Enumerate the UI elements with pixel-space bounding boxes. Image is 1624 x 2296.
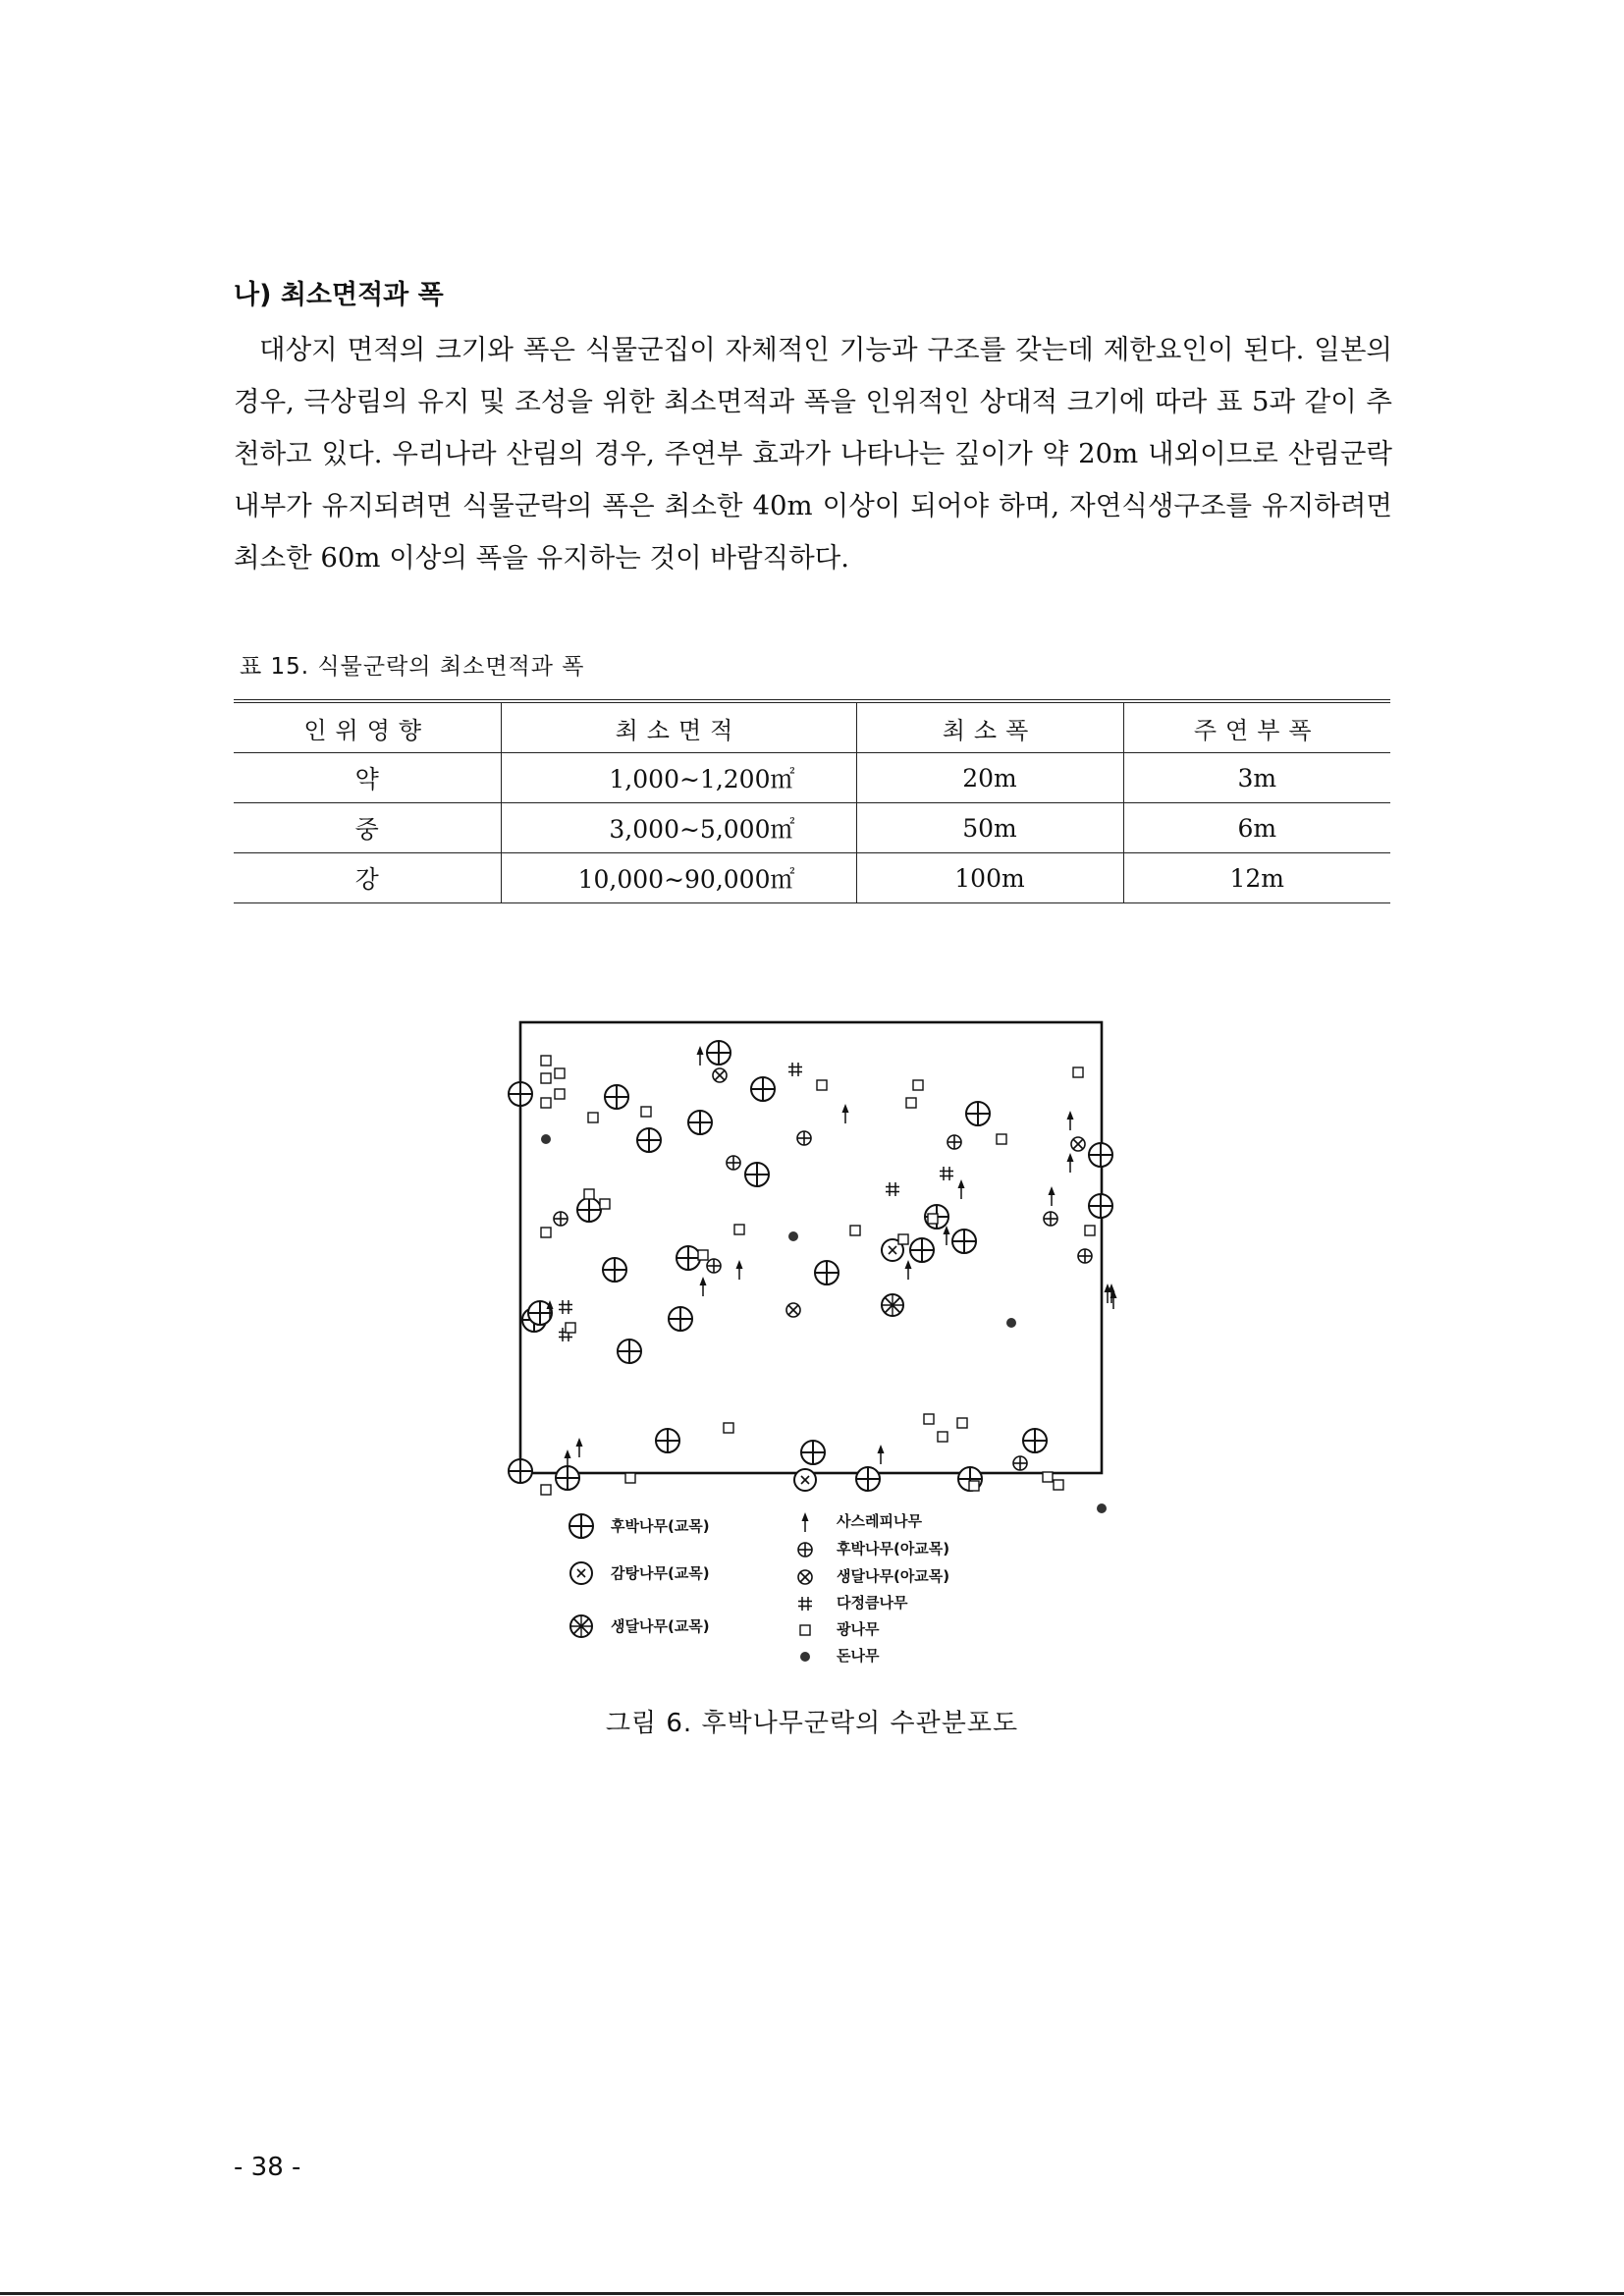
legend-icon-machilus-tree: [569, 1514, 593, 1538]
table-header-row: [234, 701, 1390, 753]
machilus-tree-icon: [603, 1258, 626, 1282]
table-header-cell: 주연부폭: [1123, 701, 1390, 753]
legend-icon-rhaphiolepis: [798, 1597, 812, 1611]
machilus-tree-icon: [656, 1429, 679, 1452]
table-header-cell: 최소면적: [501, 701, 856, 753]
legend-label: 생달나무(아교목): [837, 1567, 950, 1585]
ligustrum-icon: [541, 1056, 551, 1066]
machilus-subtree-icon: [727, 1156, 740, 1170]
ligustrum-icon: [1085, 1226, 1095, 1235]
machilus-tree-icon: [745, 1163, 769, 1186]
crown-distribution-map: [495, 990, 1123, 1530]
eurya-icon: [958, 1179, 965, 1199]
machilus-tree-icon: [1023, 1429, 1047, 1452]
ligustrum-icon: [906, 1098, 916, 1108]
ligustrum-icon: [541, 1228, 551, 1237]
machilus-tree-icon: [952, 1230, 976, 1253]
table-cell: 100m: [856, 853, 1123, 903]
legend-label: 후박나무(교목): [611, 1517, 710, 1535]
table-row: [234, 753, 1390, 803]
cinnamomum-subtree-icon: [786, 1303, 800, 1317]
machilus-tree-icon: [605, 1085, 628, 1109]
rhaphiolepis-icon: [559, 1300, 572, 1314]
eurya-icon: [1049, 1186, 1056, 1206]
table-cell: 10,000∼90,000㎡: [501, 853, 856, 903]
table-header-cell: 최소폭: [856, 701, 1123, 753]
machilus-tree-icon: [1089, 1143, 1112, 1167]
machilus-subtree-icon: [707, 1259, 721, 1273]
ligustrum-icon: [734, 1225, 744, 1234]
machilus-tree-icon: [556, 1466, 579, 1490]
pittosporum-icon: [541, 1134, 551, 1144]
ligustrum-icon: [584, 1189, 594, 1199]
legend-icon-cinnamomum-tree: [570, 1615, 592, 1637]
ligustrum-icon: [997, 1134, 1006, 1144]
machilus-tree-icon: [1089, 1194, 1112, 1218]
eurya-icon: [842, 1104, 849, 1123]
ligustrum-icon: [928, 1214, 938, 1224]
ligustrum-icon: [898, 1234, 908, 1244]
legend-label: 광나무: [837, 1620, 880, 1638]
machilus-tree-icon: [509, 1459, 532, 1483]
machilus-subtree-icon: [797, 1131, 811, 1145]
table-cell: 중: [234, 803, 501, 853]
eurya-icon: [944, 1226, 950, 1245]
rhaphiolepis-icon: [886, 1182, 899, 1196]
bottom-rule: [0, 2292, 1624, 2295]
legend-icon-ilex-tree: [570, 1562, 592, 1584]
cinnamomum-subtree-icon: [713, 1068, 727, 1082]
ligustrum-icon: [913, 1080, 923, 1090]
machilus-tree-icon: [966, 1102, 990, 1125]
section-heading: 나) 최소면적과 폭: [234, 280, 444, 310]
table-caption: 표 15. 식물군락의 최소면적과 폭: [240, 654, 585, 680]
ligustrum-icon: [938, 1432, 947, 1442]
table-cell: 3m: [1123, 753, 1390, 803]
ligustrum-icon: [724, 1423, 733, 1433]
machilus-subtree-icon: [554, 1212, 568, 1226]
table-cell: 6m: [1123, 803, 1390, 853]
ligustrum-icon: [850, 1226, 860, 1235]
cinnamomum-tree-icon: [882, 1294, 903, 1316]
legend-label: 후박나무(아교목): [837, 1540, 950, 1558]
table-header-cell: 인위영향: [234, 701, 501, 753]
table-cell: 강: [234, 853, 501, 903]
ligustrum-icon: [600, 1199, 610, 1209]
legend-icon-cinnamomum-subtree: [798, 1570, 812, 1584]
machilus-subtree-icon: [1078, 1249, 1092, 1263]
ligustrum-icon: [924, 1414, 934, 1424]
legend-label: 감탕나무(교목): [611, 1564, 710, 1582]
ligustrum-icon: [1043, 1472, 1053, 1482]
machilus-subtree-icon: [947, 1135, 961, 1149]
machilus-tree-icon: [677, 1246, 700, 1270]
crown-distribution-figure: [495, 990, 1123, 1665]
ligustrum-icon: [641, 1107, 651, 1117]
machilus-tree-icon: [751, 1077, 775, 1101]
eurya-icon: [1105, 1284, 1111, 1303]
table-cell: 약: [234, 753, 501, 803]
ligustrum-icon: [1073, 1067, 1083, 1077]
ligustrum-icon: [957, 1418, 967, 1428]
legend-icon-pittosporum: [800, 1652, 810, 1662]
ilex-tree-icon: [794, 1469, 816, 1491]
eurya-icon: [576, 1438, 583, 1457]
table-cell: 50m: [856, 803, 1123, 853]
pittosporum-icon: [788, 1231, 798, 1241]
legend-label: 생달나무(교목): [611, 1617, 710, 1635]
ligustrum-icon: [541, 1098, 551, 1108]
pittosporum-icon: [1006, 1318, 1016, 1328]
ligustrum-icon: [817, 1080, 827, 1090]
machilus-subtree-icon: [1044, 1212, 1057, 1226]
eurya-icon: [697, 1046, 704, 1066]
machilus-tree-icon: [801, 1441, 825, 1464]
legend-label: 돈나무: [837, 1647, 880, 1665]
ligustrum-icon: [969, 1481, 979, 1491]
rhaphiolepis-icon: [940, 1167, 953, 1180]
body-text: [234, 324, 1392, 584]
legend-label: 사스레피나무: [837, 1512, 922, 1530]
table-row: [234, 853, 1390, 903]
cinnamomum-subtree-icon: [1071, 1137, 1085, 1151]
body-paragraph: 대상지 면적의 크기와 폭은 식물군집이 자체적인 기능과 구조를 갖는데 제한요인이 된다. 일본의 경우, 극상림의 유지 및 조성을 위한 최소면적과 폭을 인위적인 상대적 크기에 따라 표 5과 같이 추천하고 있다. 우리나라 산림의 경우, 주연부 효과가 나타나는 깊이가 약 20m 내외이므로 산림군락 내부가 유지되려면 식물군락의 폭은 최소한 40m 이상이 되어야 하며, 자연식생구조를 유지하려면 최소한 60m 이상의 폭을 유지하는 것이 바람직하다.: [234, 334, 1392, 574]
table-cell: 12m: [1123, 853, 1390, 903]
legend-icon-eurya: [802, 1512, 809, 1532]
table-cell: 1,000∼1,200㎡: [501, 753, 856, 803]
machilus-tree-icon: [688, 1111, 712, 1134]
page-number: - 38 -: [234, 2153, 301, 2182]
legend-icon-machilus-subtree: [798, 1543, 812, 1557]
ligustrum-icon: [625, 1473, 635, 1483]
data-table: [234, 699, 1390, 903]
legend-label: 다정큼나무: [837, 1594, 908, 1612]
machilus-tree-icon: [707, 1041, 731, 1065]
table-cell: 20m: [856, 753, 1123, 803]
ligustrum-icon: [566, 1323, 575, 1333]
ligustrum-icon: [541, 1073, 551, 1083]
table-cell: 3,000∼5,000㎡: [501, 803, 856, 853]
ligustrum-icon: [588, 1113, 598, 1122]
machilus-tree-icon: [509, 1082, 532, 1106]
machilus-subtree-icon: [1013, 1456, 1027, 1470]
eurya-icon: [878, 1445, 885, 1464]
ligustrum-icon: [1054, 1480, 1063, 1490]
ligustrum-icon: [555, 1068, 565, 1078]
eurya-icon: [700, 1277, 707, 1296]
machilus-tree-icon: [577, 1198, 601, 1222]
table-row: [234, 803, 1390, 853]
rhaphiolepis-icon: [788, 1063, 802, 1076]
legend-icon-ligustrum: [800, 1625, 810, 1635]
figure-legend: [495, 1491, 1123, 1687]
eurya-icon: [736, 1260, 743, 1280]
machilus-tree-icon: [637, 1128, 661, 1152]
figure-caption: 그림 6. 후박나무군락의 수관분포도: [605, 1709, 1019, 1738]
machilus-tree-icon: [856, 1467, 880, 1491]
eurya-icon: [1067, 1153, 1074, 1173]
machilus-tree-icon: [815, 1261, 839, 1285]
ligustrum-icon: [555, 1089, 565, 1099]
machilus-tree-icon: [618, 1339, 641, 1363]
eurya-icon: [1067, 1111, 1074, 1130]
machilus-tree-icon: [669, 1307, 692, 1331]
eurya-icon: [905, 1260, 912, 1280]
machilus-tree-icon: [910, 1238, 934, 1262]
ligustrum-icon: [698, 1250, 708, 1260]
